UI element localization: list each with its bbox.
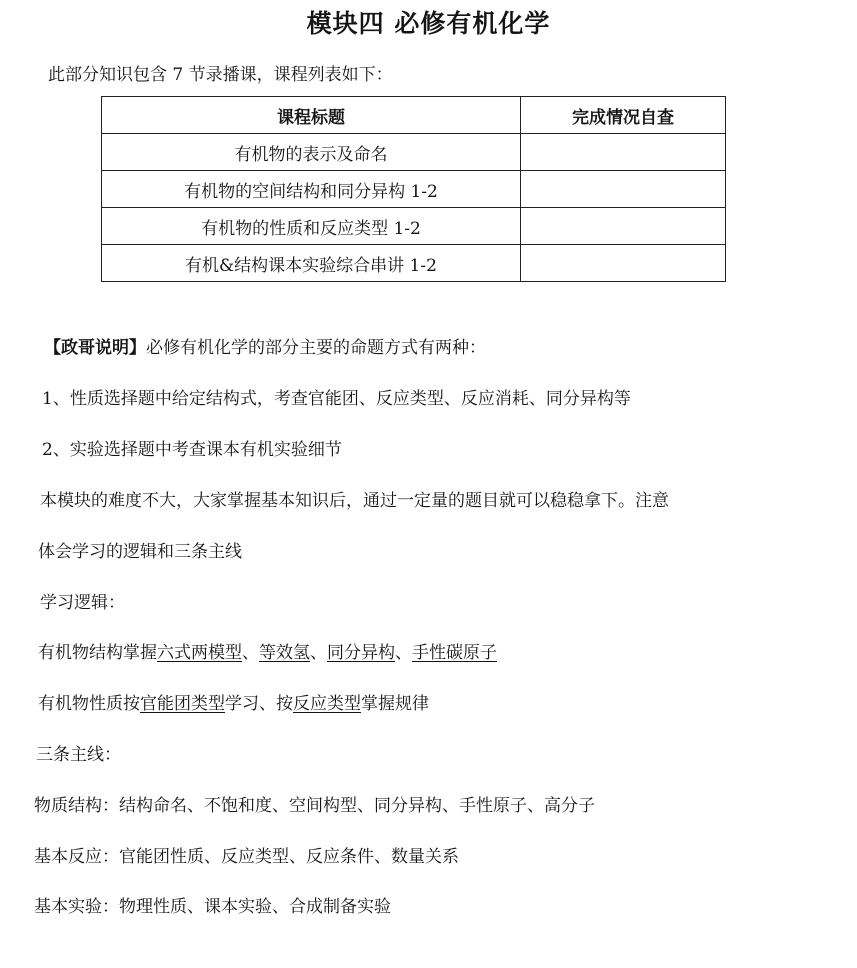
separator: 、 [395, 643, 412, 663]
intro-text: 此部分知识包含 7 节录播课，课程列表如下： [48, 65, 393, 85]
keyword-functional-groups: 官能团类型 [140, 694, 225, 714]
separator: 、 [242, 643, 259, 663]
keyword-six-formulas: 六式两模型 [157, 643, 242, 663]
learning-logic-properties [38, 689, 429, 714]
course-title-cell: 有机物的空间结构和同分异构 1-2 [102, 171, 521, 208]
table-row [102, 208, 726, 245]
main-line-reaction: 基本反应：官能团性质、反应类型、反应条件、数量关系 [34, 847, 459, 867]
exam-method-2: 2、实验选择题中考查课本有机实验细节 [42, 440, 342, 460]
table-row [102, 134, 726, 171]
course-title-cell: 有机物的表示及命名 [102, 134, 521, 171]
learning-logic-structure [38, 638, 497, 663]
exam-method-1: 1、性质选择题中给定结构式，考查官能团、反应类型、反应消耗、同分异构等 [42, 389, 631, 409]
explanation-lead [44, 333, 486, 358]
course-title-cell: 有机物的性质和反应类型 1-2 [102, 208, 521, 245]
main-line-experiment: 基本实验：物理性质、课本实验、合成制备实验 [34, 897, 391, 917]
explanation-lead-text: 必修有机化学的部分主要的命题方式有两种： [146, 338, 486, 358]
difficulty-paragraph-line1: 本模块的难度不大，大家掌握基本知识后，通过一定量的题目就可以稳稳拿下。注意 [40, 491, 669, 511]
course-title-cell: 有机&结构课本实验综合串讲 1-2 [102, 245, 521, 282]
learning-logic-heading: 学习逻辑： [40, 593, 125, 613]
page-title: 模块四 必修有机化学 [306, 9, 551, 38]
logic-properties-suffix: 掌握规律 [361, 694, 429, 714]
explanation-label: 【政哥说明】 [44, 338, 146, 358]
logic-structure-prefix: 有机物结构掌握 [38, 643, 157, 663]
course-table [101, 96, 726, 282]
main-line-structure: 物质结构：结构命名、不饱和度、空间构型、同分异构、手性原子、高分子 [34, 796, 595, 816]
logic-properties-prefix: 有机物性质按 [38, 694, 140, 714]
keyword-isomerism: 同分异构 [327, 643, 395, 663]
status-cell [520, 208, 725, 245]
keyword-equivalent-hydrogen: 等效氢 [259, 643, 310, 663]
keyword-chiral-carbon: 手性碳原子 [412, 643, 497, 663]
table-row [102, 171, 726, 208]
status-cell [520, 245, 725, 282]
difficulty-paragraph-line2: 体会学习的逻辑和三条主线 [38, 542, 242, 562]
status-cell [520, 134, 725, 171]
keyword-reaction-types: 反应类型 [293, 694, 361, 714]
column-header-status: 完成情况自查 [520, 97, 725, 134]
column-header-title: 课程标题 [102, 97, 521, 134]
table-header-row [102, 97, 726, 134]
status-cell [520, 171, 725, 208]
logic-properties-mid: 学习、按 [225, 694, 293, 714]
table-row [102, 245, 726, 282]
separator: 、 [310, 643, 327, 663]
main-lines-heading: 三条主线： [36, 745, 121, 765]
